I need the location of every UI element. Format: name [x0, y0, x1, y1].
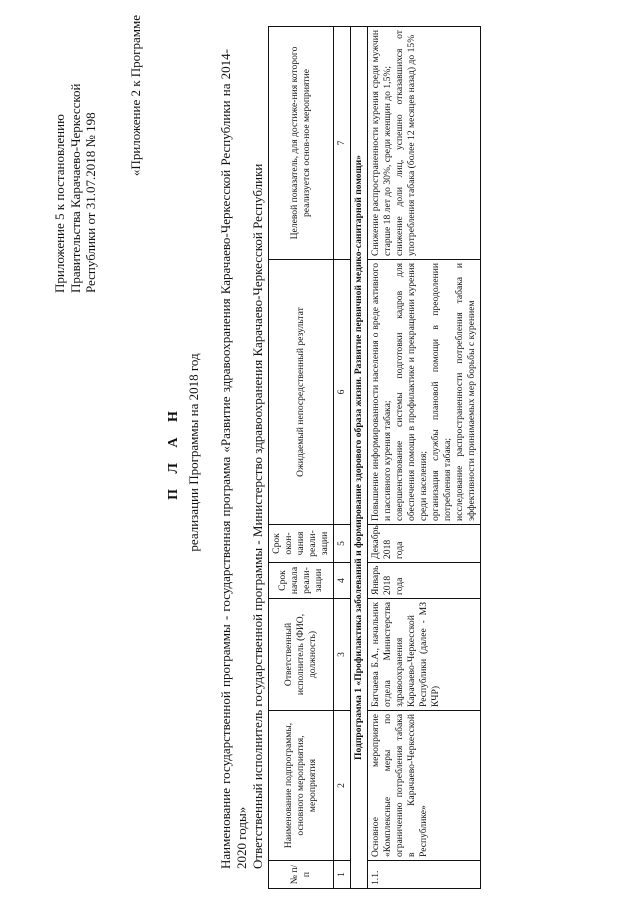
column-number-row	[334, 27, 351, 889]
header-cell: Срок окон-чания реали-зации	[269, 525, 334, 563]
table-header-row	[269, 27, 334, 889]
page-subtitle: реализации Программы на 2018 год	[186, 353, 201, 552]
result-item: исследование распространенности потребления табака и эффективности принимаемых мер борьбы с курением	[454, 263, 477, 521]
column-number: 1	[334, 861, 351, 889]
responsible-executor: Ответственный исполнитель государственной программы - Министерство здравоохранения Карачаево-Черкесской Республики	[250, 163, 265, 869]
page-title: П Л А Н	[166, 405, 181, 500]
column-number: 5	[334, 525, 351, 563]
target-item: снижение доли лиц, успешно отказавшихся от употребления табака (более 12 месяцев назад) до 15%	[394, 30, 417, 256]
target-item: Снижение распространенности курения среди мужчин старше 18 лет до 30%, среди женщин до 1,5%;	[370, 30, 393, 256]
appendix-line: Приложение 5 к постановлению	[52, 114, 67, 293]
header-cell: Срок начала реали-зации	[269, 563, 334, 599]
header-cell: № п/п	[269, 861, 334, 889]
program-reference: «Приложение 2 к Программе	[128, 15, 143, 177]
subprogram-row	[351, 27, 368, 889]
column-number: 6	[334, 260, 351, 525]
header-cell: Ответственный исполнитель (ФИО, должность)	[269, 599, 334, 711]
subprogram-title: Подпрограмма 1 «Профилактика заболеваний и формирование здорового образа жизни. Развитие первичной медико-санитарной помощи»	[351, 27, 368, 889]
result-item: Повышение информированности населения о вреде активного и пассивного курения табака;	[370, 263, 393, 521]
header-cell: Ожидаемый непосредственный результат	[269, 260, 334, 525]
column-number: 4	[334, 563, 351, 599]
program-name: Наименование государственной программы - государственная программа «Развитие здравоохранения Карачаево-Черкесской Республики на 2014-2020 годы»	[218, 49, 249, 869]
column-number: 7	[334, 27, 351, 260]
header-cell: Целевой показатель, для достиже-ния которого реализуется основ-ное мероприятие	[269, 27, 334, 260]
appendix-line: Правительства Карачаево-Черкесской	[67, 83, 83, 293]
table-row	[368, 27, 481, 889]
row-number: 1.1.	[368, 861, 481, 889]
column-number: 2	[334, 711, 351, 861]
appendix-note	[52, 23, 99, 293]
measure-executor: Батчаева Б.А., начальник отдела Министерства здравоохранения Карачаево-Черкесской Республики (далее - МЗ КЧР)	[368, 599, 481, 711]
appendix-line: Республики от 31.07.2018 № 198	[83, 112, 98, 293]
result-item: совершенствование системы подготовки кадров для обеспечения помощи в профилактике и прекращении курения среди населения;	[394, 263, 429, 521]
expected-result	[368, 260, 481, 525]
measure-name: Основное мероприятие «Комплексные меры по ограничению потребления табака в Карачаево-Черкесской Республике»	[368, 711, 481, 861]
plan-table	[268, 26, 481, 889]
result-item: организация службы плановой помощи в преодолении потребления табака;	[430, 263, 453, 521]
column-number: 3	[334, 599, 351, 711]
measure-start: Январь 2018 года	[368, 563, 481, 599]
target-indicator	[368, 27, 481, 260]
measure-end: Декабрь 2018 года	[368, 525, 481, 563]
header-cell: Наименование подпрограммы, основного мероприятия, мероприятия	[269, 711, 334, 861]
